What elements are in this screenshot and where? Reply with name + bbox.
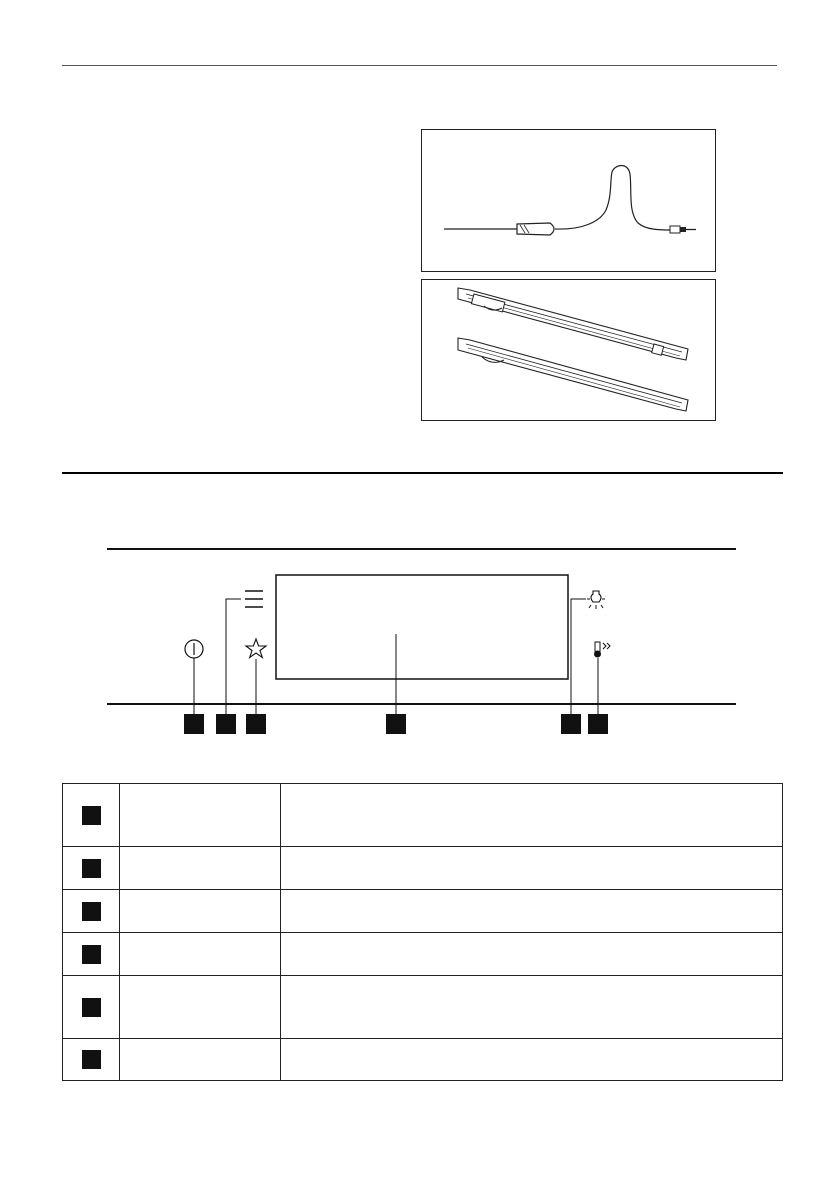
row-marker <box>63 784 120 847</box>
function-cell <box>120 1039 281 1081</box>
table-row <box>63 784 783 847</box>
row-marker <box>63 1039 120 1081</box>
fast-heat-up-thermometer-icon[interactable] <box>594 642 610 658</box>
description-cell <box>281 847 783 890</box>
table-row <box>63 847 783 890</box>
row-marker <box>63 890 120 933</box>
callout-marker <box>246 714 266 734</box>
function-cell <box>120 784 281 847</box>
description-cell <box>281 976 783 1039</box>
row-marker <box>63 976 120 1039</box>
menu-icon[interactable] <box>245 591 263 607</box>
favourites-star-icon[interactable] <box>246 639 266 658</box>
function-cell <box>120 890 281 933</box>
table-row <box>63 976 783 1039</box>
row-marker <box>63 933 120 976</box>
description-cell <box>281 933 783 976</box>
callout-marker <box>561 714 581 734</box>
on-off-icon[interactable] <box>185 640 203 658</box>
description-cell <box>281 890 783 933</box>
table-row <box>63 1039 783 1081</box>
table-row <box>63 890 783 933</box>
function-cell <box>120 976 281 1039</box>
callout-marker <box>588 714 608 734</box>
callout-marker <box>216 714 236 734</box>
table-row <box>63 933 783 976</box>
callout-marker <box>386 714 406 734</box>
control-panel-table <box>62 783 783 1081</box>
description-cell <box>281 1039 783 1081</box>
function-cell <box>120 933 281 976</box>
lamp-icon[interactable] <box>587 591 605 609</box>
callout-marker <box>184 714 204 734</box>
row-marker <box>63 847 120 890</box>
description-cell <box>281 784 783 847</box>
function-cell <box>120 847 281 890</box>
